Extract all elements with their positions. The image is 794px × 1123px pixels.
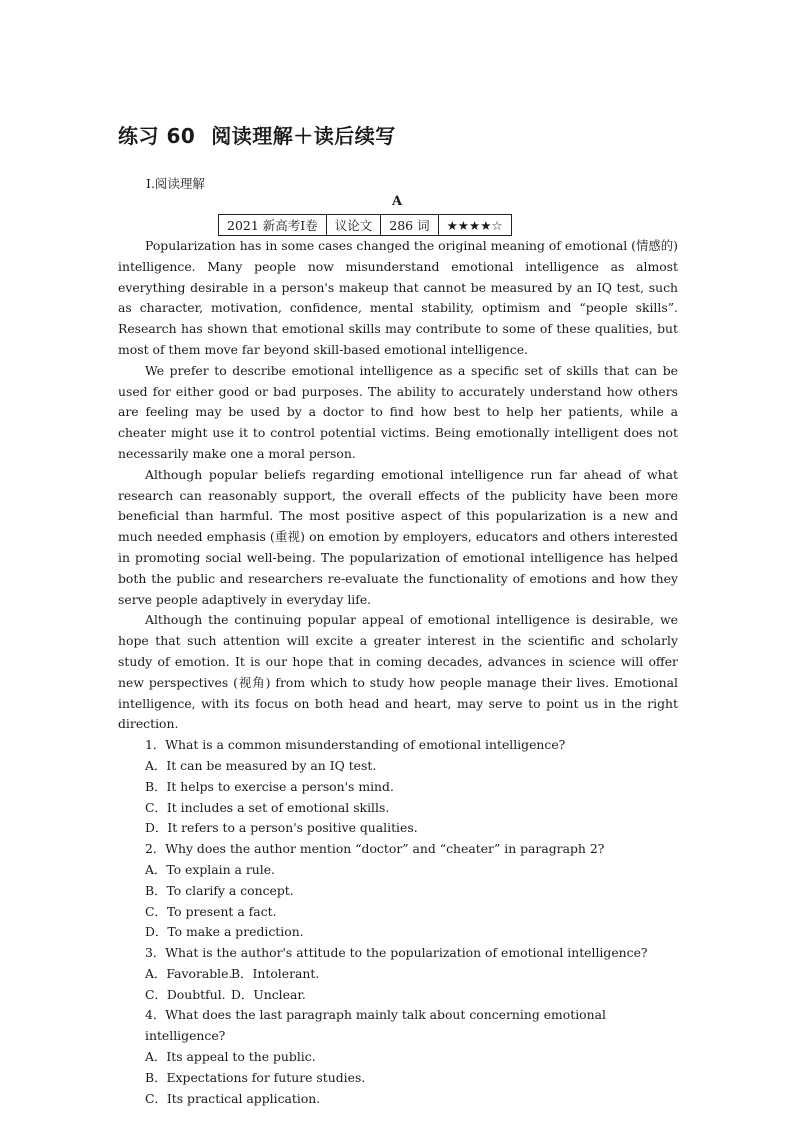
- option-a: A．To explain a rule.: [145, 861, 275, 877]
- difficulty-rating: ★★★★☆: [438, 215, 511, 236]
- question-3: [118, 943, 678, 1005]
- option-a: A．Favorable.: [145, 965, 233, 981]
- reading-passage: [118, 236, 678, 1109]
- title-exercise-number: 练习 60: [118, 124, 196, 148]
- option-d: D．To make a prediction.: [145, 924, 304, 940]
- option-d: D．It refers to a person's positive qualities.: [145, 820, 418, 836]
- option-c: C．To present a fact.: [145, 903, 277, 919]
- options-row: [118, 964, 678, 985]
- word-count-cell: 286 词: [381, 215, 438, 236]
- question-text: 2．Why does the author mention “doctor” and “cheater” in paragraph 2?: [145, 841, 605, 857]
- section-heading: Ⅰ.阅读理解: [146, 176, 205, 191]
- paragraph: Although the continuing popular appeal of emotional intelligence is desirable, we hope that such attention will excite a greater interest in the scientific and scholarly study of emotion. It is our hope that in coming decades, advances in science will offer new perspectives (视角) from which to study how people manage their lives. Emotional intelligence, with its focus on both head and heart, may serve to point us in the right direction.: [118, 612, 678, 732]
- question-2: [118, 839, 678, 943]
- paragraph: Popularization has in some cases changed the original meaning of emotional (情感的) intelligence. Many people now misunderstand emotional intelligence as almost everything desirable in a person's makeup that cannot be measured by an IQ test, such as character, motivation, confidence, mental stability, optimism and “people skills”. Research has shown that emotional skills may contribute to some of these qualities, but most of them move far beyond skill-based emotional intelligence.: [118, 238, 678, 357]
- passage-info-table: [218, 214, 512, 236]
- option-d: D．Unclear.: [231, 986, 306, 1002]
- option-a: A．It can be measured by an IQ test.: [145, 757, 377, 773]
- option-a: A．Its appeal to the public.: [145, 1049, 316, 1065]
- option-b: B．Intolerant.: [231, 965, 320, 981]
- paragraph: Although popular beliefs regarding emotional intelligence run far ahead of what research can reasonably support, the overall effects of the publicity have been more beneficial than harmful. The most positive aspect of this popularization is a new and much needed emphasis (重视) on emotion by employers, educators and others interested in promoting social well-being. The popularization of emotional intelligence has helped both the public and researchers re-evaluate the functionality of emotions and how they serve people adaptively in everyday life.: [118, 466, 678, 607]
- title-topic: 阅读理解＋读后续写: [211, 124, 396, 148]
- page-title: [118, 120, 396, 149]
- question-text: 4．What does the last paragraph mainly talk about concerning emotional intelligence?: [145, 1007, 606, 1044]
- option-c: C．Its practical application.: [145, 1090, 321, 1106]
- option-c: C．It includes a set of emotional skills.: [145, 799, 390, 815]
- genre-cell: 议论文: [326, 215, 381, 236]
- paragraph: We prefer to describe emotional intelligence as a specific set of skills that can be used for either good or bad purposes. The ability to accurately understand how others are feeling may be used by a doctor to find how best to help her patients, while a cheater might use it to control potential victims. Being emotionally intelligent does not necessarily make one a moral person.: [118, 362, 678, 461]
- source-cell: 2021 新高考Ⅰ卷: [219, 215, 327, 236]
- question-text: 1．What is a common misunderstanding of emotional intelligence?: [145, 737, 566, 753]
- options-row: [118, 985, 678, 1006]
- question-text: 3．What is the author's attitude to the popularization of emotional intelligence?: [145, 945, 648, 961]
- option-b: B．Expectations for future studies.: [145, 1069, 366, 1085]
- passage-label: A: [391, 194, 403, 209]
- question-1: [118, 735, 678, 839]
- option-c: C．Doubtful.: [145, 986, 226, 1002]
- option-b: B．To clarify a concept.: [145, 882, 294, 898]
- option-b: B．It helps to exercise a person's mind.: [145, 778, 394, 794]
- question-4: [118, 1005, 678, 1109]
